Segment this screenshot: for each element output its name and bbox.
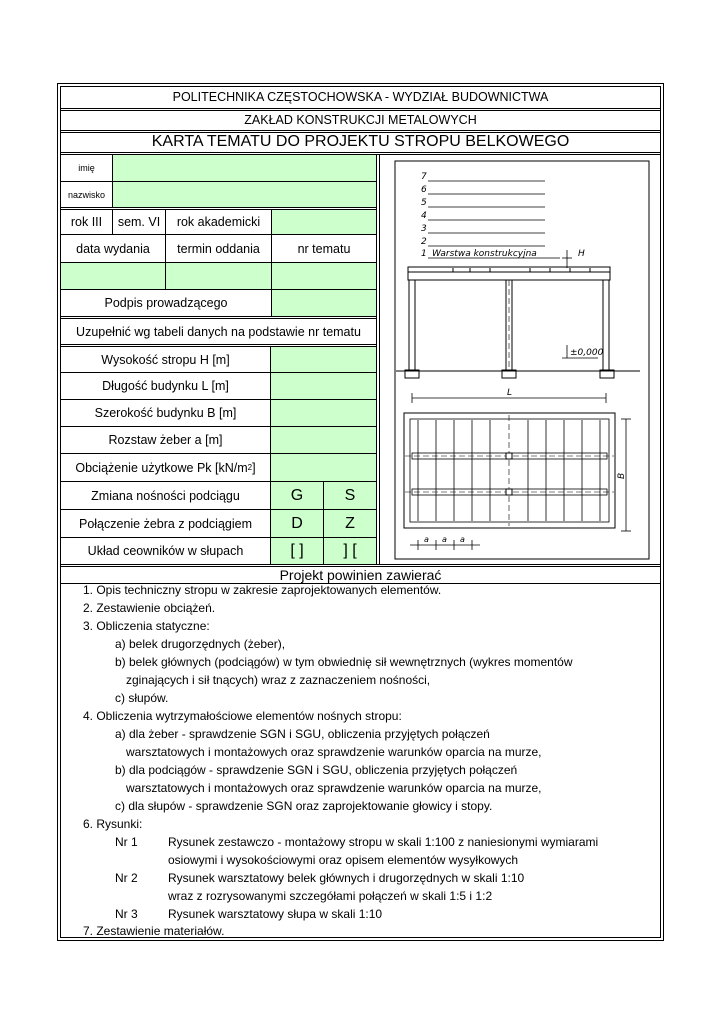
zero-label: ±0,000 [570, 348, 604, 358]
req-item: 7. Zestawienie materiałów. [83, 924, 225, 938]
level-1: 1 [421, 249, 427, 259]
instruction-text: Uzupełnić wg tabeli danych na podstawie nr tematu [76, 324, 361, 339]
nazwisko-field[interactable] [112, 182, 376, 207]
param-field[interactable] [271, 400, 376, 426]
termin-oddania-label: termin oddania [177, 241, 260, 256]
a-label: a [460, 535, 465, 544]
nazwisko-label: nazwisko [67, 189, 105, 200]
level-4: 4 [421, 211, 427, 221]
university-header: POLITECHNIKA CZĘSTOCHOWSKA - WYDZIAŁ BUDOWNICTWA [172, 90, 549, 104]
nr-tematu-label: nr tematu [297, 241, 351, 256]
sem-label: sem. VI [117, 215, 161, 229]
req-item: a) dla żeber - sprawdzenie SGN i SGU, obliczenia przyjętych połączeń [115, 727, 490, 741]
req-item: warsztatowych i montażowych oraz sprawdzenie warunków oparcia na murze, [126, 781, 542, 795]
option-label: Układ ceowników w słupach [87, 544, 244, 558]
drawing-desc: Rysunek warsztatowy belek głównych i drugorzędnych w skali 1:10 [168, 871, 525, 885]
drawing-desc: wraz z rozrysowanymi szczegółami połączeń w skali 1:5 i 1:2 [168, 889, 493, 903]
param-label: Długość budynku L [m] [102, 379, 229, 393]
level-6: 6 [421, 185, 427, 195]
page-title: KARTA TEMATU DO PROJEKTU STROPU BELKOWEGO [151, 133, 570, 150]
option-b[interactable]: Z [324, 510, 376, 537]
level-2: 2 [421, 237, 427, 247]
param-field[interactable] [271, 427, 376, 453]
imie-field[interactable] [112, 155, 376, 181]
rok-akademicki-field[interactable] [272, 210, 376, 234]
param-field[interactable] [271, 347, 376, 372]
option-label: Zmiana nośności podciągu [91, 488, 240, 503]
drawing-nr: Nr 1 [115, 835, 138, 849]
rok-akademicki-label: rok akademicki [176, 215, 261, 229]
req-item: b) dla podciągów - sprawdzenie SGN i SGU, obliczenia przyjętych połączeń [115, 763, 518, 777]
structure-drawing [380, 155, 660, 564]
option-b[interactable]: ] [ [324, 538, 376, 564]
load-text: Obciążenie użytkowe Pk [kN/m [75, 460, 248, 475]
data-wydania-field[interactable] [61, 263, 165, 289]
req-item: 4. Obliczenia wytrzymałościowe elementów nośnych stropu: [83, 709, 402, 723]
req-item: a) belek drugorzędnych (żeber), [115, 637, 286, 651]
department-header: ZAKŁAD KONSTRUKCJI METALOWYCH [244, 113, 477, 127]
podpis-label: Podpis prowadzącego [104, 296, 228, 310]
layer-lines [428, 181, 560, 258]
option-b[interactable]: S [324, 482, 376, 509]
req-item: 6. Rysunki: [83, 817, 143, 831]
req-item: c) dla słupów - sprawdzenie SGN oraz zaprojektowanie głowicy i stopy. [115, 799, 493, 813]
layer-label: Warstwa konstrukcyjna [432, 249, 537, 259]
nr-tematu-field[interactable] [272, 263, 376, 289]
drawing-nr: Nr 3 [115, 907, 138, 921]
imie-label: imię [78, 163, 95, 173]
param-label: Rozstaw żeber a [m] [108, 433, 223, 447]
level-5: 5 [421, 198, 427, 208]
termin-oddania-field[interactable] [166, 263, 271, 289]
req-item: 2. Zestawienie obciążeń. [83, 601, 216, 615]
load-suffix: ] [252, 460, 256, 475]
req-item: 1. Opis techniczny stropu w zakresie zaprojektowanych elementów. [83, 583, 442, 597]
param-field[interactable] [271, 373, 376, 399]
project-heading: Projekt powinien zawierać [279, 566, 442, 583]
l-label: L [507, 388, 513, 398]
drawing-desc: Rysunek warsztatowy słupa w skali 1:10 [168, 907, 383, 921]
param-label: Wysokość stropu H [m] [101, 352, 230, 367]
req-item: warsztatowych i montażowych oraz sprawdzenie warunków oparcia na murze, [126, 745, 542, 759]
req-item: c) słupów. [115, 691, 169, 705]
param-label: Szerokość budynku B [m] [94, 406, 237, 420]
podpis-field[interactable] [272, 290, 376, 316]
load-label [61, 454, 270, 481]
drawing-desc: Rysunek zestawczo - montażowy stropu w skali 1:100 z naniesionymi wymiarami [168, 835, 599, 849]
req-item: zginających i sił tnących) wraz z zaznaczeniem nośności, [126, 673, 431, 687]
data-wydania-label: data wydania [76, 241, 150, 256]
option-a[interactable]: [ ] [271, 538, 323, 564]
option-a[interactable]: D [271, 510, 323, 537]
rok-label: rok III [70, 215, 103, 229]
drawing-nr: Nr 2 [115, 871, 138, 885]
level-3: 3 [421, 224, 427, 234]
load-field[interactable] [271, 454, 376, 481]
a-label: a [424, 535, 429, 544]
load-sup: 2 [247, 463, 253, 472]
req-item: 3. Obliczenia statyczne: [83, 619, 210, 633]
req-item: b) belek głównych (podciągów) w tym obwiednię sił wewnętrznych (wykres momentów [115, 655, 573, 669]
level-7: 7 [421, 172, 427, 182]
h-label: H [578, 249, 585, 259]
option-label: Połączenie żebra z podciągiem [78, 516, 253, 531]
option-a[interactable]: G [271, 482, 323, 509]
drawing-desc: osiowymi i wysokościowymi oraz opisem elementów wysyłkowych [168, 853, 519, 867]
b-label: B [617, 472, 627, 479]
a-label: a [442, 535, 447, 544]
